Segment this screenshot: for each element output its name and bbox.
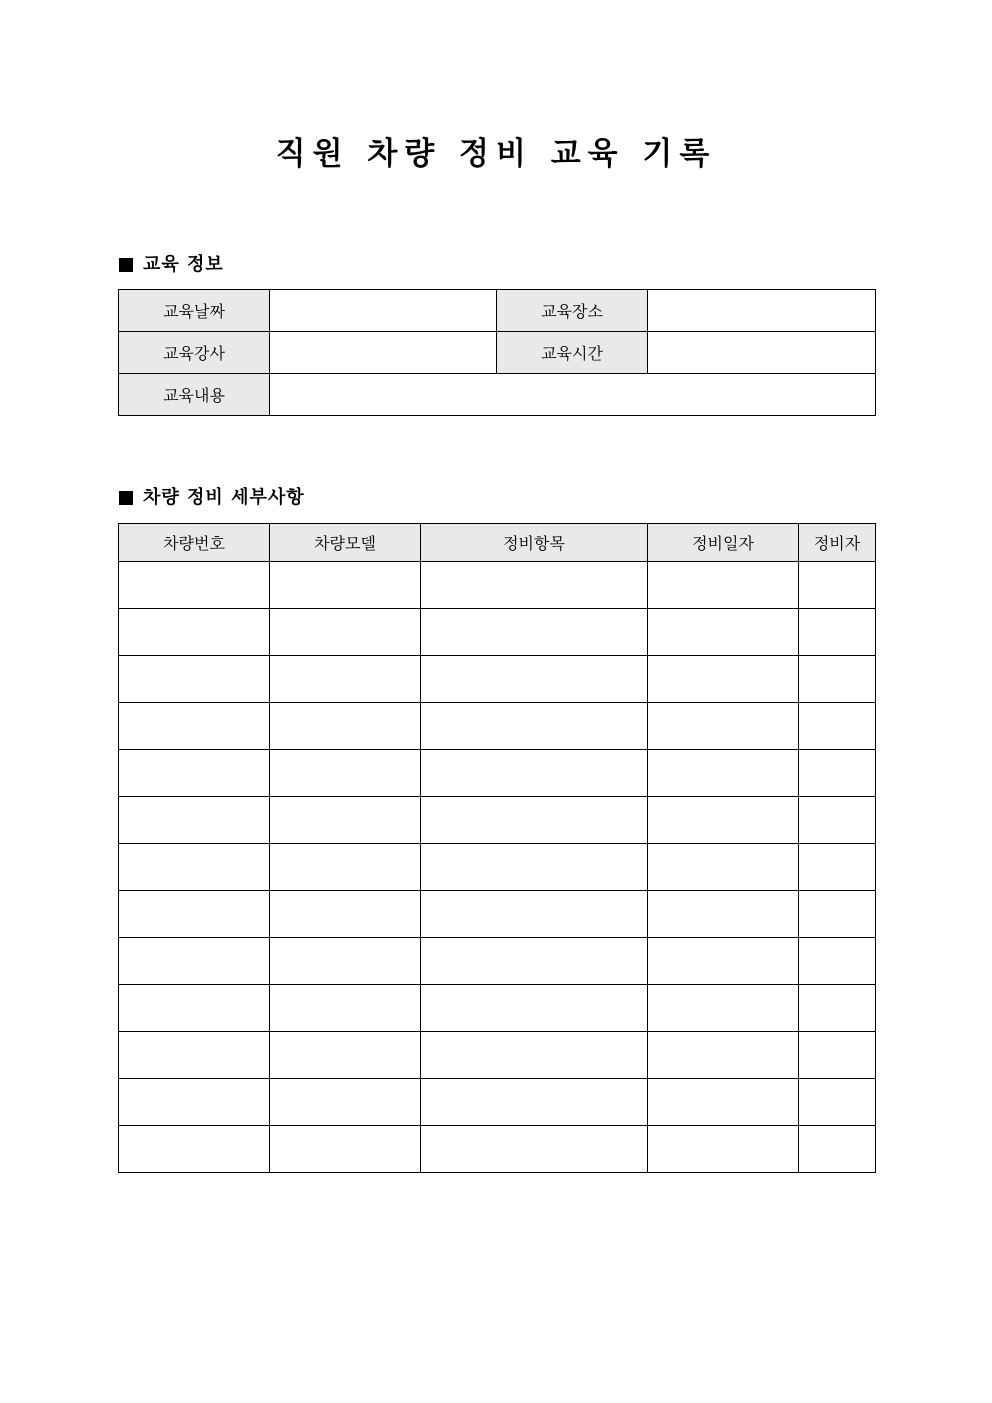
table-row: [119, 797, 876, 844]
mechanic-cell[interactable]: [799, 656, 876, 703]
maintenance-item-cell[interactable]: [421, 797, 648, 844]
table-row: [119, 1126, 876, 1173]
maintenance-date-cell[interactable]: [648, 750, 799, 797]
table-row: [119, 1032, 876, 1079]
mechanic-cell[interactable]: [799, 891, 876, 938]
mechanic-cell[interactable]: [799, 562, 876, 609]
square-bullet-icon: [119, 258, 133, 272]
maintenance-item-cell[interactable]: [421, 656, 648, 703]
table-row: [119, 656, 876, 703]
maintenance-item-cell[interactable]: [421, 844, 648, 891]
maintenance-date-cell[interactable]: [648, 562, 799, 609]
maintenance-date-cell[interactable]: [648, 891, 799, 938]
maintenance-item-cell[interactable]: [421, 938, 648, 985]
table-row: [119, 374, 876, 416]
mechanic-cell[interactable]: [799, 750, 876, 797]
maintenance-item-cell[interactable]: [421, 703, 648, 750]
education-place-label: 교육장소: [497, 290, 648, 332]
vehicle-model-cell[interactable]: [270, 1079, 421, 1126]
education-time-field[interactable]: [648, 332, 876, 374]
maintenance-item-cell[interactable]: [421, 891, 648, 938]
vehicle-model-cell[interactable]: [270, 938, 421, 985]
table-row: [119, 891, 876, 938]
vehicle-number-cell[interactable]: [119, 891, 270, 938]
column-header-mechanic: 정비자: [799, 524, 876, 562]
document-title: 직원 차량 정비 교육 기록: [275, 136, 717, 172]
table-row: [119, 332, 876, 374]
maintenance-table-body: [119, 562, 876, 1173]
education-time-label: 교육시간: [497, 332, 648, 374]
vehicle-model-cell[interactable]: [270, 1032, 421, 1079]
maintenance-date-cell[interactable]: [648, 1079, 799, 1126]
vehicle-number-cell[interactable]: [119, 562, 270, 609]
vehicle-number-cell[interactable]: [119, 1032, 270, 1079]
vehicle-model-cell[interactable]: [270, 797, 421, 844]
vehicle-model-cell[interactable]: [270, 562, 421, 609]
vehicle-number-cell[interactable]: [119, 609, 270, 656]
maintenance-date-cell[interactable]: [648, 656, 799, 703]
maintenance-date-cell[interactable]: [648, 1126, 799, 1173]
maintenance-date-cell[interactable]: [648, 985, 799, 1032]
maintenance-item-cell[interactable]: [421, 1032, 648, 1079]
column-header-maintenance-date: 정비일자: [648, 524, 799, 562]
maintenance-item-cell[interactable]: [421, 1079, 648, 1126]
maintenance-date-cell[interactable]: [648, 938, 799, 985]
vehicle-number-cell[interactable]: [119, 703, 270, 750]
square-bullet-icon: [119, 491, 133, 505]
education-content-field[interactable]: [270, 374, 876, 416]
section-heading-label: 교육 정보: [143, 254, 224, 275]
vehicle-model-cell[interactable]: [270, 750, 421, 797]
table-row: [119, 938, 876, 985]
education-instructor-label: 교육강사: [119, 332, 270, 374]
column-header-vehicle-number: 차량번호: [119, 524, 270, 562]
table-row: [119, 750, 876, 797]
education-date-label: 교육날짜: [119, 290, 270, 332]
mechanic-cell[interactable]: [799, 1126, 876, 1173]
mechanic-cell[interactable]: [799, 985, 876, 1032]
table-row: [119, 290, 876, 332]
mechanic-cell[interactable]: [799, 797, 876, 844]
table-row: [119, 703, 876, 750]
vehicle-number-cell[interactable]: [119, 985, 270, 1032]
table-row: [119, 844, 876, 891]
table-row: [119, 562, 876, 609]
maintenance-item-cell[interactable]: [421, 562, 648, 609]
vehicle-model-cell[interactable]: [270, 609, 421, 656]
vehicle-model-cell[interactable]: [270, 656, 421, 703]
vehicle-model-cell[interactable]: [270, 985, 421, 1032]
vehicle-number-cell[interactable]: [119, 1126, 270, 1173]
maintenance-date-cell[interactable]: [648, 797, 799, 844]
column-header-maintenance-item: 정비항목: [421, 524, 648, 562]
section-heading-label: 차량 정비 세부사항: [143, 487, 305, 508]
table-row: [119, 1079, 876, 1126]
vehicle-number-cell[interactable]: [119, 1079, 270, 1126]
maintenance-date-cell[interactable]: [648, 703, 799, 750]
education-content-label: 교육내용: [119, 374, 270, 416]
maintenance-details-table: [118, 523, 876, 1173]
table-header-row: [119, 524, 876, 562]
education-place-field[interactable]: [648, 290, 876, 332]
maintenance-item-cell[interactable]: [421, 609, 648, 656]
mechanic-cell[interactable]: [799, 1032, 876, 1079]
vehicle-number-cell[interactable]: [119, 797, 270, 844]
table-row: [119, 985, 876, 1032]
maintenance-date-cell[interactable]: [648, 609, 799, 656]
maintenance-item-cell[interactable]: [421, 985, 648, 1032]
vehicle-number-cell[interactable]: [119, 656, 270, 703]
table-row: [119, 609, 876, 656]
maintenance-date-cell[interactable]: [648, 1032, 799, 1079]
maintenance-date-cell[interactable]: [648, 844, 799, 891]
vehicle-model-cell[interactable]: [270, 1126, 421, 1173]
column-header-vehicle-model: 차량모델: [270, 524, 421, 562]
mechanic-cell[interactable]: [799, 609, 876, 656]
vehicle-model-cell[interactable]: [270, 703, 421, 750]
mechanic-cell[interactable]: [799, 938, 876, 985]
education-date-field[interactable]: [270, 290, 497, 332]
vehicle-model-cell[interactable]: [270, 844, 421, 891]
vehicle-number-cell[interactable]: [119, 938, 270, 985]
mechanic-cell[interactable]: [799, 1079, 876, 1126]
section-heading-maintenance-details: [119, 485, 305, 511]
vehicle-model-cell[interactable]: [270, 891, 421, 938]
vehicle-number-cell[interactable]: [119, 750, 270, 797]
maintenance-item-cell[interactable]: [421, 750, 648, 797]
mechanic-cell[interactable]: [799, 844, 876, 891]
education-info-table: [118, 289, 876, 416]
maintenance-item-cell[interactable]: [421, 1126, 648, 1173]
vehicle-number-cell[interactable]: [119, 844, 270, 891]
education-instructor-field[interactable]: [270, 332, 497, 374]
mechanic-cell[interactable]: [799, 703, 876, 750]
section-heading-education-info: [119, 252, 224, 278]
